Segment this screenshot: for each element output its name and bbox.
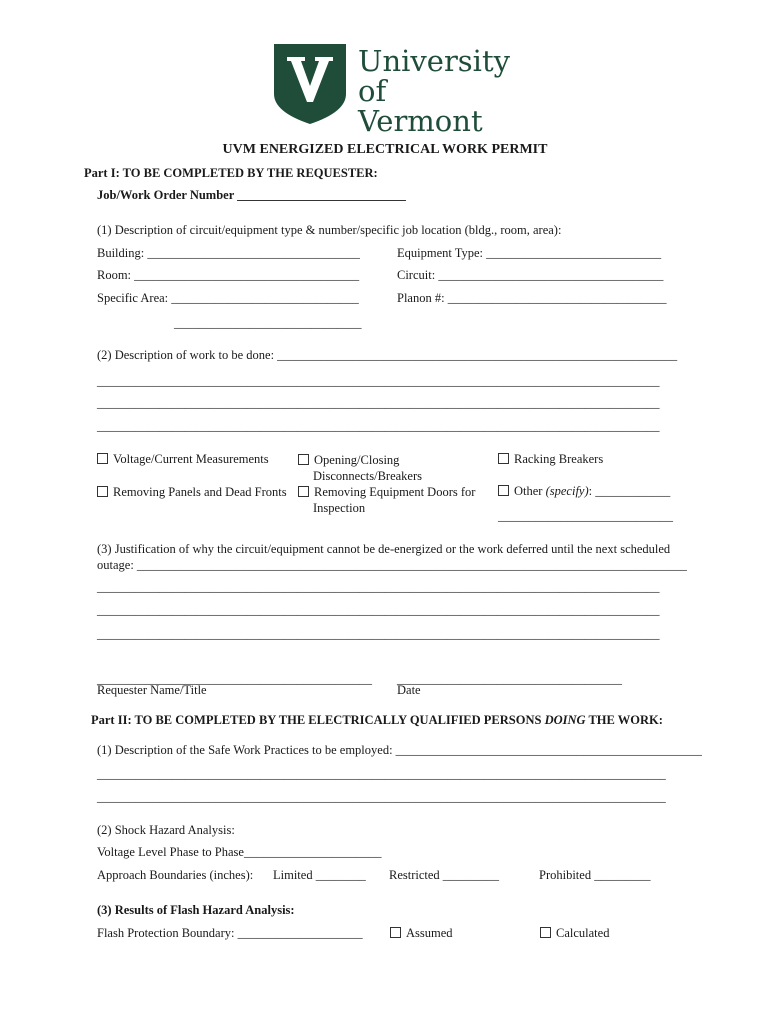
form-title: UVM ENERGIZED ELECTRICAL WORK PERMIT (222, 142, 548, 157)
q1-description: (1) Description of circuit/equipment type & number/specific job location (bldg., room, area): (97, 223, 562, 237)
logo-line-vermont: of Vermont (358, 74, 483, 138)
part2-q1-safe-work[interactable]: (1) Description of the Safe Work Practices to be employed: _________________________________________________ (97, 743, 702, 757)
checkbox-racking-breakers[interactable]: Racking Breakers (498, 452, 603, 467)
building-field[interactable]: Building: __________________________________ (97, 246, 360, 260)
specific-area-continuation[interactable]: ______________________________ (174, 316, 362, 330)
approach-boundaries-label: Approach Boundaries (inches): (97, 868, 254, 882)
checkbox-icon[interactable] (298, 486, 309, 497)
limited-field[interactable]: Limited ________ (273, 868, 366, 882)
checkbox-other[interactable]: Other (specify): ____________ (498, 484, 670, 499)
part1-heading: Part I: TO BE COMPLETED BY THE REQUESTER: (84, 166, 378, 180)
checkbox-removing-panels[interactable]: Removing Panels and Dead Fronts (97, 484, 292, 500)
q3-line-3[interactable]: __________________________________________________________________________________________ (97, 627, 660, 641)
logo-line-university: University (358, 44, 510, 78)
part2-q3-flash-hazard: (3) Results of Flash Hazard Analysis: (97, 903, 295, 917)
checkbox-icon[interactable] (390, 927, 401, 938)
requester-label: Requester Name/Title (97, 683, 207, 697)
checkbox-calculated[interactable]: Calculated (540, 926, 609, 941)
date-label: Date (397, 683, 421, 697)
q2-line-2[interactable]: __________________________________________________________________________________________ (97, 396, 660, 410)
requester-signature-line[interactable]: ____________________________________________ (97, 672, 372, 686)
checkbox-icon[interactable] (498, 453, 509, 464)
checkbox-icon[interactable] (298, 454, 309, 465)
checkbox-icon[interactable] (97, 486, 108, 497)
checkbox-icon[interactable] (540, 927, 551, 938)
q3-line-1[interactable]: __________________________________________________________________________________________ (97, 580, 660, 594)
prohibited-field[interactable]: Prohibited _________ (539, 868, 651, 882)
checkbox-icon[interactable] (97, 453, 108, 464)
other-specify-note: (specify) (545, 484, 589, 498)
planon-field[interactable]: Planon #: ___________________________________ (397, 291, 667, 305)
part2-q1-line-1[interactable]: ___________________________________________________________________________________________ (97, 767, 666, 781)
checkbox-removing-doors[interactable]: Removing Equipment Doors for Inspection (298, 484, 503, 516)
equipment-type-field[interactable]: Equipment Type: ____________________________ (397, 246, 662, 260)
checkbox-opening-closing[interactable]: Opening/Closing Disconnects/Breakers (298, 452, 503, 484)
flash-protection-field[interactable]: Flash Protection Boundary: ____________________ (97, 926, 363, 940)
part2-q1-line-2[interactable]: ___________________________________________________________________________________________ (97, 790, 666, 804)
specific-area-field[interactable]: Specific Area: ______________________________ (97, 291, 359, 305)
job-order-field[interactable]: Job/Work Order Number ___________________________ (97, 188, 406, 202)
q3-line-2[interactable]: __________________________________________________________________________________________ (97, 603, 660, 617)
q2-line-1[interactable]: __________________________________________________________________________________________ (97, 374, 660, 388)
q3-justification[interactable]: (3) Justification of why the circuit/equipment cannot be de-energized or the work deferred until the next scheduled outage: ________________________________________________________________________________________ (97, 542, 687, 572)
uvm-shield-icon (274, 44, 346, 124)
checkbox-assumed[interactable]: Assumed (390, 926, 453, 941)
room-field[interactable]: Room: ____________________________________ (97, 268, 360, 282)
checkbox-voltage-measurements[interactable]: Voltage/Current Measurements (97, 452, 269, 467)
voltage-level-field[interactable]: Voltage Level Phase to Phase______________________ (97, 845, 382, 859)
part2-q2-shock-hazard: (2) Shock Hazard Analysis: (97, 823, 235, 837)
date-signature-line[interactable]: ____________________________________ (397, 672, 622, 686)
other-specify-line[interactable]: ____________________________ (498, 509, 673, 523)
logo-wordmark (358, 46, 514, 136)
checkbox-icon[interactable] (498, 485, 509, 496)
part2-heading: Part II: TO BE COMPLETED BY THE ELECTRICALLY QUALIFIED PERSONS DOING THE WORK: (91, 713, 663, 727)
circuit-field[interactable]: Circuit: ____________________________________ (397, 268, 664, 282)
restricted-field[interactable]: Restricted _________ (389, 868, 500, 882)
uvm-logo (274, 44, 514, 138)
q2-line-3[interactable]: __________________________________________________________________________________________ (97, 419, 660, 433)
q2-work-description[interactable]: (2) Description of work to be done: ________________________________________________________________ (97, 348, 678, 362)
